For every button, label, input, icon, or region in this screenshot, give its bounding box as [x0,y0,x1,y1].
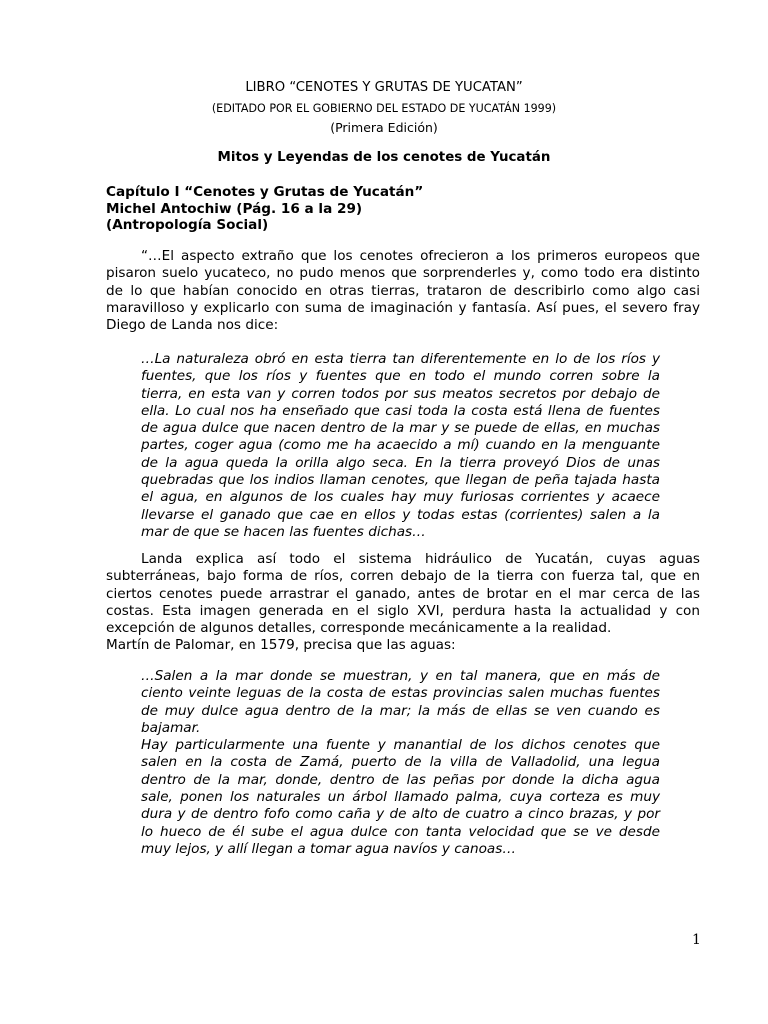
book-title: LIBRO “CENOTES Y GRUTAS DE YUCATAN” [245,80,523,95]
quote-line: partes, coger agua (como me ha acaecido a mí) cuando en la menguante [141,437,660,454]
paragraph-line: Diego de Landa nos dice: [106,317,279,334]
chapter-discipline: (Antropología Social) [106,217,269,233]
quote-line: bajamar. [141,719,201,736]
page-number: 1 [692,932,701,948]
quote-line: salen en la costa de Zamá, puerto de la villa de Valladolid, una legua [141,754,660,771]
quote-line: dentro de la mar, donde, dentro de las peñas por donde la dicha agua [141,771,660,788]
paragraph-line: Martín de Palomar, en 1579, precisa que las aguas: [106,637,456,654]
quote-palomar [141,668,660,858]
paragraph-line: costas. Esta imagen generada en el siglo XVI, perdura hasta la actualidad y con [106,602,700,619]
edition-label: (Primera Edición) [330,120,438,135]
quote-line: lo hueco de él sube el agua dulce con tanta velocidad que se ve desde [141,823,660,840]
quote-landa [141,351,660,541]
quote-line: el agua, en algunos de los cuales hay muy furiosas corrientes y acaece [141,489,660,506]
chapter-heading [106,184,423,234]
paragraph-landa-explanation [106,551,700,655]
quote-line: Hay particularmente una fuente y manantial de los dichos cenotes que [141,737,660,754]
quote-line: ciento veinte leguas de la costa de estas provincias salen muchas fuentes [141,685,660,702]
quote-line: quebradas que los indios llaman cenotes, que llegan de peña tajada hasta [141,472,660,489]
paragraph-line: subterráneas, bajo forma de ríos, corren debajo de la tierra con fuerza tal, que en [106,568,700,585]
quote-line: de la agua queda la orilla algo seca. En la tierra proveyó Dios de unas [141,454,660,471]
quote-line: dura y de dentro fofo como caña y de alto de cuatro a cinco brazas, y por [141,806,660,823]
quote-line: llevarse el ganado que cae en ellos y todas estas (corrientes) salen a la [141,506,660,523]
quote-line: muy lejos, y allí llegan a tomar agua navíos y canoas… [141,840,516,857]
quote-line: de muy dulce agua dentro de la mar; la más de ellas se ven cuando es [141,702,660,719]
quote-line: sale, ponen los naturales un árbol llamado palma, cuya corteza es muy [141,789,660,806]
quote-line: …La naturaleza obró en esta tierra tan diferentemente en lo de los ríos y [141,351,660,367]
paragraph-line: ciertos cenotes puede arrastrar el ganado, antes de brotar en el mar cerca de las [106,585,700,602]
quote-line: de agua dulce que nacen dentro de la mar y se puede de ellas, en muchas [141,420,660,437]
paragraph-line: “…El aspecto extraño que los cenotes ofrecieron a los primeros europeos que [141,248,700,264]
paragraph-line: excepción de algunos detalles, corresponde mecánicamente a la realidad. [106,620,612,637]
quote-line: ella. Lo cual nos ha enseñado que casi toda la costa está llena de fuentes [141,402,660,419]
quote-line: …Salen a la mar donde se muestran, y en tal manera, que en más de [141,668,660,684]
chapter-title: Capítulo I “Cenotes y Grutas de Yucatán” [106,184,424,200]
paragraph-line: de lo que habían conocido en otras tierras, trataron de describirlo como algo casi [106,282,700,299]
paragraph-line: Landa explica así todo el sistema hidráulico de Yucatán, cuyas aguas [141,551,700,567]
chapter-author: Michel Antochiw (Pág. 16 a la 29) [106,200,363,217]
quote-line: tierra, en esta van y corren todos por sus meatos secretos por debajo de [141,385,660,402]
document-subtitle: Mitos y Leyendas de los cenotes de Yucatán [217,150,551,165]
quote-line: fuentes, que los ríos y fuentes que en todo el mundo corren sobre la [141,368,660,385]
quote-line: mar de que se hacen las fuentes dichas… [141,523,426,540]
edition-note: (EDITADO POR EL GOBIERNO DEL ESTADO DE YUCATÁN 1999) [211,102,557,115]
paragraph-intro [106,248,700,334]
paragraph-line: pisaron suelo yucateco, no pudo menos que sorprenderles y, como todo era distinto [106,265,700,282]
paragraph-line: maravilloso y explicarlo con suma de imaginación y fantasía. Así pues, el severo fray [106,299,700,316]
